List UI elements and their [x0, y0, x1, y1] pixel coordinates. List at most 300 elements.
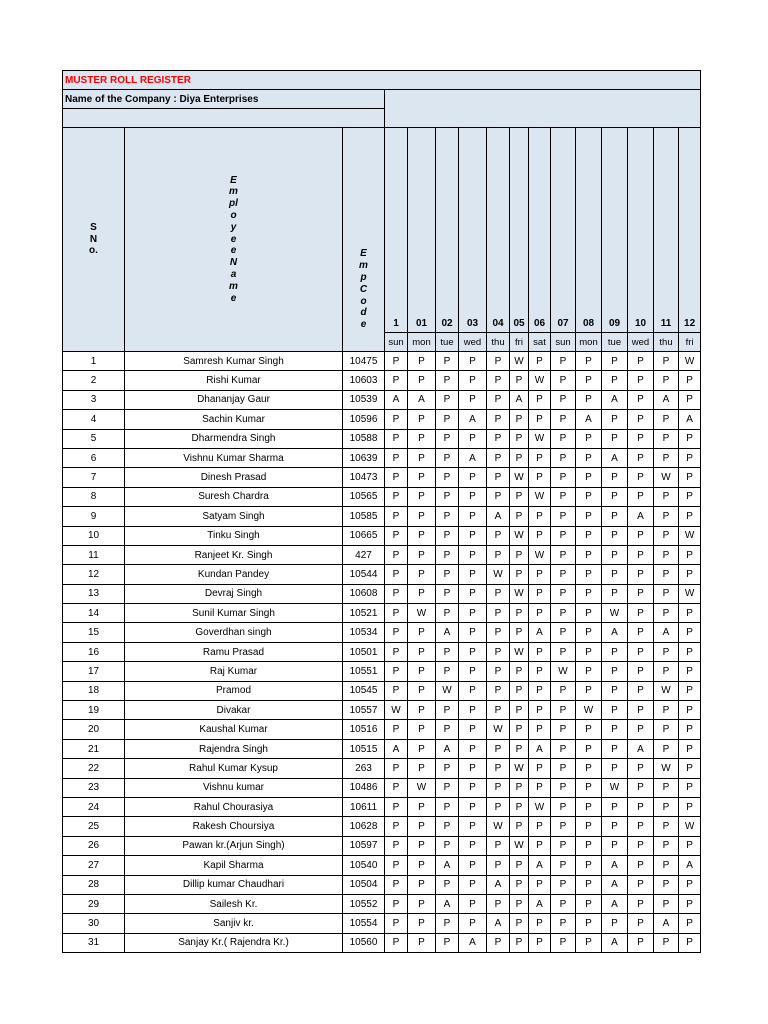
employee-name-cell: Divakar — [125, 701, 343, 720]
attendance-cell: P — [408, 856, 436, 875]
attendance-cell: P — [487, 739, 510, 758]
serial-number-cell: 31 — [63, 933, 125, 952]
attendance-cell: W — [487, 720, 510, 739]
attendance-cell: P — [459, 739, 487, 758]
attendance-cell: P — [576, 487, 602, 506]
serial-number-cell: 10 — [63, 526, 125, 545]
employee-name-cell: Dillip kumar Chaudhari — [125, 875, 343, 894]
attendance-cell: W — [510, 526, 529, 545]
attendance-cell: P — [385, 662, 408, 681]
attendance-cell: P — [459, 352, 487, 371]
employee-row — [63, 448, 701, 467]
attendance-cell: P — [385, 933, 408, 952]
attendance-cell: P — [487, 642, 510, 661]
attendance-cell: A — [459, 448, 487, 467]
attendance-cell: P — [408, 623, 436, 642]
serial-number-cell: 28 — [63, 875, 125, 894]
attendance-cell: A — [529, 856, 551, 875]
attendance-cell: P — [576, 720, 602, 739]
attendance-cell: P — [385, 448, 408, 467]
attendance-cell: P — [408, 759, 436, 778]
attendance-cell: P — [679, 797, 701, 816]
attendance-cell: P — [436, 701, 459, 720]
attendance-cell: P — [459, 914, 487, 933]
serial-number-cell: 29 — [63, 894, 125, 913]
employee-row — [63, 836, 701, 855]
attendance-cell: P — [654, 662, 679, 681]
weekday-header: mon — [576, 333, 602, 352]
employee-row — [63, 526, 701, 545]
attendance-cell: P — [436, 487, 459, 506]
attendance-cell: P — [529, 410, 551, 429]
emp-code-cell: 10521 — [343, 604, 385, 623]
day-number-header: 01 — [408, 128, 436, 333]
attendance-cell: W — [510, 468, 529, 487]
attendance-cell: P — [436, 642, 459, 661]
serial-number-cell: 25 — [63, 817, 125, 836]
emp-code-cell: 10539 — [343, 390, 385, 409]
employee-name-cell: Sunil Kumar Singh — [125, 604, 343, 623]
attendance-cell: P — [576, 565, 602, 584]
attendance-cell: P — [628, 623, 654, 642]
attendance-cell: P — [436, 817, 459, 836]
employee-name-header — [125, 128, 343, 352]
employee-name-cell: Vishnu Kumar Sharma — [125, 448, 343, 467]
attendance-cell: W — [576, 701, 602, 720]
attendance-cell: P — [576, 856, 602, 875]
attendance-cell: P — [602, 642, 628, 661]
attendance-cell: P — [385, 856, 408, 875]
emp-code-cell: 10585 — [343, 507, 385, 526]
attendance-cell: P — [459, 429, 487, 448]
attendance-cell: P — [487, 933, 510, 952]
weekday-header: fri — [510, 333, 529, 352]
serial-number-cell: 15 — [63, 623, 125, 642]
attendance-cell: P — [628, 390, 654, 409]
attendance-cell: P — [551, 526, 576, 545]
attendance-cell: P — [576, 584, 602, 603]
employee-row — [63, 371, 701, 390]
attendance-cell: P — [628, 759, 654, 778]
employee-name-cell: Satyam Singh — [125, 507, 343, 526]
attendance-cell: P — [487, 623, 510, 642]
attendance-cell: P — [459, 778, 487, 797]
employee-name-cell: Vishnu kumar — [125, 778, 343, 797]
attendance-cell: P — [436, 545, 459, 564]
attendance-cell: P — [487, 604, 510, 623]
attendance-cell: P — [385, 797, 408, 816]
attendance-cell: P — [436, 720, 459, 739]
attendance-cell: P — [459, 875, 487, 894]
emp-code-cell: 10588 — [343, 429, 385, 448]
attendance-cell: P — [576, 545, 602, 564]
attendance-cell: P — [436, 914, 459, 933]
attendance-cell: P — [529, 390, 551, 409]
attendance-cell: A — [602, 894, 628, 913]
attendance-cell: A — [628, 507, 654, 526]
attendance-cell: P — [408, 584, 436, 603]
attendance-cell: P — [679, 507, 701, 526]
employee-name-cell: Dinesh Prasad — [125, 468, 343, 487]
attendance-cell: A — [602, 390, 628, 409]
attendance-cell: P — [436, 933, 459, 952]
attendance-cell: P — [459, 836, 487, 855]
attendance-cell: P — [654, 410, 679, 429]
attendance-cell: W — [654, 759, 679, 778]
emp-code-cell: 10603 — [343, 371, 385, 390]
weekday-header: sat — [529, 333, 551, 352]
day-number-header: 09 — [602, 128, 628, 333]
emp-code-cell: 10473 — [343, 468, 385, 487]
emp-code-cell: 10504 — [343, 875, 385, 894]
attendance-cell: P — [385, 371, 408, 390]
attendance-cell: P — [510, 410, 529, 429]
attendance-cell: P — [408, 894, 436, 913]
sno-header — [63, 128, 125, 352]
attendance-cell: P — [459, 817, 487, 836]
attendance-cell: P — [529, 681, 551, 700]
emp-code-cell: 10534 — [343, 623, 385, 642]
attendance-cell: P — [551, 894, 576, 913]
attendance-cell: P — [602, 526, 628, 545]
attendance-cell: P — [602, 352, 628, 371]
attendance-cell: P — [654, 487, 679, 506]
weekday-header: tue — [436, 333, 459, 352]
attendance-cell: P — [551, 448, 576, 467]
attendance-cell: P — [529, 584, 551, 603]
attendance-cell: P — [654, 429, 679, 448]
attendance-cell: P — [408, 545, 436, 564]
emp-code-header-label: Emp Code — [359, 248, 368, 331]
attendance-cell: P — [408, 526, 436, 545]
employee-row — [63, 875, 701, 894]
attendance-cell: P — [436, 526, 459, 545]
attendance-cell: P — [679, 681, 701, 700]
attendance-cell: P — [654, 526, 679, 545]
attendance-cell: P — [679, 468, 701, 487]
attendance-cell: P — [551, 836, 576, 855]
attendance-cell: P — [510, 739, 529, 758]
attendance-cell: P — [628, 817, 654, 836]
attendance-cell: P — [628, 701, 654, 720]
weekday-header: thu — [487, 333, 510, 352]
employee-name-cell: Rahul Kumar Kysup — [125, 759, 343, 778]
attendance-cell: P — [576, 662, 602, 681]
attendance-cell: P — [551, 410, 576, 429]
attendance-cell: P — [510, 681, 529, 700]
attendance-cell: P — [602, 662, 628, 681]
employee-name-cell: Goverdhan singh — [125, 623, 343, 642]
attendance-cell: P — [459, 662, 487, 681]
attendance-cell: W — [529, 371, 551, 390]
emp-code-cell: 10540 — [343, 856, 385, 875]
weekday-header: sun — [385, 333, 408, 352]
employee-row — [63, 797, 701, 816]
serial-number-cell: 4 — [63, 410, 125, 429]
attendance-cell: A — [529, 739, 551, 758]
serial-number-cell: 24 — [63, 797, 125, 816]
attendance-cell: A — [459, 410, 487, 429]
attendance-cell: A — [436, 894, 459, 913]
emp-code-cell: 10560 — [343, 933, 385, 952]
attendance-cell: P — [628, 604, 654, 623]
attendance-cell: P — [487, 352, 510, 371]
attendance-cell: W — [529, 545, 551, 564]
emp-code-cell: 10557 — [343, 701, 385, 720]
day-number-header: 10 — [628, 128, 654, 333]
attendance-cell: P — [576, 390, 602, 409]
attendance-cell: P — [551, 817, 576, 836]
attendance-cell: P — [551, 933, 576, 952]
employee-row — [63, 604, 701, 623]
attendance-cell: P — [510, 545, 529, 564]
attendance-cell: A — [487, 875, 510, 894]
serial-number-cell: 5 — [63, 429, 125, 448]
weekday-header: wed — [459, 333, 487, 352]
employee-name-cell: Suresh Chardra — [125, 487, 343, 506]
attendance-cell: P — [436, 371, 459, 390]
emp-code-cell: 10544 — [343, 565, 385, 584]
employee-name-cell: Kaushal Kumar — [125, 720, 343, 739]
attendance-cell: P — [576, 759, 602, 778]
employee-name-cell: Kapil Sharma — [125, 856, 343, 875]
attendance-cell: P — [408, 817, 436, 836]
attendance-cell: P — [459, 487, 487, 506]
attendance-cell: P — [551, 565, 576, 584]
attendance-cell: P — [487, 545, 510, 564]
attendance-cell: P — [679, 604, 701, 623]
attendance-cell: P — [529, 875, 551, 894]
attendance-cell: P — [679, 429, 701, 448]
attendance-cell: P — [510, 914, 529, 933]
attendance-cell: P — [408, 933, 436, 952]
muster-roll-sheet — [62, 70, 699, 953]
attendance-cell: P — [551, 507, 576, 526]
attendance-cell: P — [408, 875, 436, 894]
attendance-cell: P — [487, 681, 510, 700]
day-number-header: 05 — [510, 128, 529, 333]
attendance-cell: P — [654, 739, 679, 758]
emp-code-cell: 10545 — [343, 681, 385, 700]
attendance-cell: P — [510, 778, 529, 797]
attendance-cell: P — [487, 468, 510, 487]
employee-row — [63, 487, 701, 506]
attendance-cell: P — [679, 778, 701, 797]
attendance-cell: W — [436, 681, 459, 700]
attendance-cell: P — [529, 468, 551, 487]
attendance-cell: P — [385, 410, 408, 429]
attendance-cell: P — [385, 894, 408, 913]
attendance-cell: P — [679, 623, 701, 642]
attendance-cell: P — [529, 448, 551, 467]
attendance-cell: P — [529, 778, 551, 797]
attendance-cell: P — [576, 797, 602, 816]
attendance-cell: P — [551, 623, 576, 642]
attendance-cell: P — [436, 875, 459, 894]
attendance-cell: W — [679, 352, 701, 371]
attendance-cell: P — [628, 856, 654, 875]
attendance-cell: P — [628, 662, 654, 681]
employee-row — [63, 429, 701, 448]
day-number-header: 06 — [529, 128, 551, 333]
attendance-cell: P — [487, 662, 510, 681]
attendance-cell: P — [602, 410, 628, 429]
attendance-cell: P — [459, 759, 487, 778]
attendance-cell: P — [510, 507, 529, 526]
attendance-cell: P — [551, 352, 576, 371]
attendance-cell: P — [487, 410, 510, 429]
employee-name-header-label: Employee Name — [229, 174, 238, 304]
day-number-header: 11 — [654, 128, 679, 333]
attendance-cell: A — [602, 875, 628, 894]
attendance-cell: P — [628, 642, 654, 661]
attendance-cell: W — [679, 584, 701, 603]
employee-name-cell: Ramu Prasad — [125, 642, 343, 661]
attendance-cell: P — [551, 759, 576, 778]
attendance-cell: W — [510, 759, 529, 778]
attendance-cell: P — [385, 429, 408, 448]
attendance-cell: P — [510, 894, 529, 913]
attendance-cell: P — [654, 856, 679, 875]
attendance-cell: P — [576, 875, 602, 894]
attendance-cell: P — [408, 468, 436, 487]
attendance-cell: P — [510, 565, 529, 584]
attendance-cell: P — [551, 371, 576, 390]
attendance-cell: P — [602, 720, 628, 739]
attendance-cell: P — [679, 933, 701, 952]
attendance-cell: P — [510, 662, 529, 681]
attendance-cell: P — [459, 468, 487, 487]
attendance-cell: A — [436, 856, 459, 875]
attendance-cell: P — [385, 623, 408, 642]
attendance-cell: P — [551, 604, 576, 623]
employee-row — [63, 681, 701, 700]
attendance-cell: P — [408, 797, 436, 816]
attendance-cell: W — [679, 817, 701, 836]
attendance-cell: P — [679, 701, 701, 720]
attendance-cell: P — [551, 778, 576, 797]
employee-row — [63, 817, 701, 836]
attendance-cell: P — [436, 797, 459, 816]
attendance-cell: P — [628, 448, 654, 467]
emp-code-cell: 10639 — [343, 448, 385, 467]
attendance-cell: P — [551, 390, 576, 409]
attendance-cell: P — [654, 584, 679, 603]
serial-number-cell: 20 — [63, 720, 125, 739]
attendance-cell: A — [529, 623, 551, 642]
attendance-cell: P — [408, 662, 436, 681]
attendance-cell: P — [628, 836, 654, 855]
attendance-cell: P — [408, 565, 436, 584]
attendance-cell: P — [385, 914, 408, 933]
muster-roll-table — [62, 70, 701, 953]
attendance-cell: P — [459, 894, 487, 913]
serial-number-cell: 8 — [63, 487, 125, 506]
attendance-cell: P — [576, 933, 602, 952]
attendance-cell: W — [602, 778, 628, 797]
employee-row — [63, 701, 701, 720]
attendance-cell: P — [551, 545, 576, 564]
attendance-cell: P — [576, 448, 602, 467]
employee-row — [63, 739, 701, 758]
attendance-cell: P — [459, 545, 487, 564]
attendance-cell: P — [436, 352, 459, 371]
employee-name-cell: Raj Kumar — [125, 662, 343, 681]
employee-name-cell: Sanjiv kr. — [125, 914, 343, 933]
attendance-cell: W — [408, 604, 436, 623]
attendance-cell: P — [408, 448, 436, 467]
attendance-cell: P — [385, 875, 408, 894]
attendance-cell: P — [602, 468, 628, 487]
weekday-header: fri — [679, 333, 701, 352]
employee-row — [63, 565, 701, 584]
emp-code-cell: 10608 — [343, 584, 385, 603]
attendance-cell: W — [487, 565, 510, 584]
attendance-cell: P — [602, 739, 628, 758]
attendance-cell: P — [385, 720, 408, 739]
attendance-cell: P — [436, 836, 459, 855]
attendance-cell: P — [576, 526, 602, 545]
attendance-cell: P — [602, 545, 628, 564]
attendance-cell: P — [529, 720, 551, 739]
attendance-cell: P — [436, 410, 459, 429]
employee-name-cell: Sailesh Kr. — [125, 894, 343, 913]
attendance-cell: P — [459, 720, 487, 739]
emp-code-cell: 263 — [343, 759, 385, 778]
attendance-cell: A — [602, 448, 628, 467]
employee-name-cell: Devraj Singh — [125, 584, 343, 603]
attendance-cell: P — [628, 565, 654, 584]
attendance-cell: P — [529, 933, 551, 952]
attendance-cell: P — [679, 545, 701, 564]
attendance-cell: P — [576, 817, 602, 836]
attendance-cell: P — [385, 584, 408, 603]
employee-row — [63, 545, 701, 564]
attendance-cell: P — [510, 448, 529, 467]
day-number-header: 08 — [576, 128, 602, 333]
employee-name-cell: Kundan Pandey — [125, 565, 343, 584]
attendance-cell: W — [654, 681, 679, 700]
attendance-cell: P — [679, 739, 701, 758]
attendance-cell: P — [628, 468, 654, 487]
attendance-cell: P — [654, 778, 679, 797]
attendance-cell: P — [385, 352, 408, 371]
emp-code-cell: 10515 — [343, 739, 385, 758]
attendance-cell: A — [628, 739, 654, 758]
attendance-cell: P — [487, 894, 510, 913]
attendance-cell: P — [628, 914, 654, 933]
attendance-cell: P — [628, 778, 654, 797]
attendance-cell: P — [628, 875, 654, 894]
attendance-cell: P — [487, 778, 510, 797]
attendance-cell: W — [510, 836, 529, 855]
attendance-cell: P — [408, 701, 436, 720]
attendance-cell: P — [436, 604, 459, 623]
attendance-cell: P — [459, 526, 487, 545]
attendance-cell: A — [487, 507, 510, 526]
attendance-cell: A — [529, 894, 551, 913]
attendance-cell: W — [654, 468, 679, 487]
attendance-cell: P — [459, 565, 487, 584]
attendance-cell: P — [654, 545, 679, 564]
attendance-cell: P — [679, 487, 701, 506]
attendance-cell: P — [551, 681, 576, 700]
employee-row — [63, 623, 701, 642]
serial-number-cell: 30 — [63, 914, 125, 933]
attendance-cell: P — [529, 507, 551, 526]
attendance-cell: A — [602, 623, 628, 642]
attendance-cell: P — [654, 565, 679, 584]
